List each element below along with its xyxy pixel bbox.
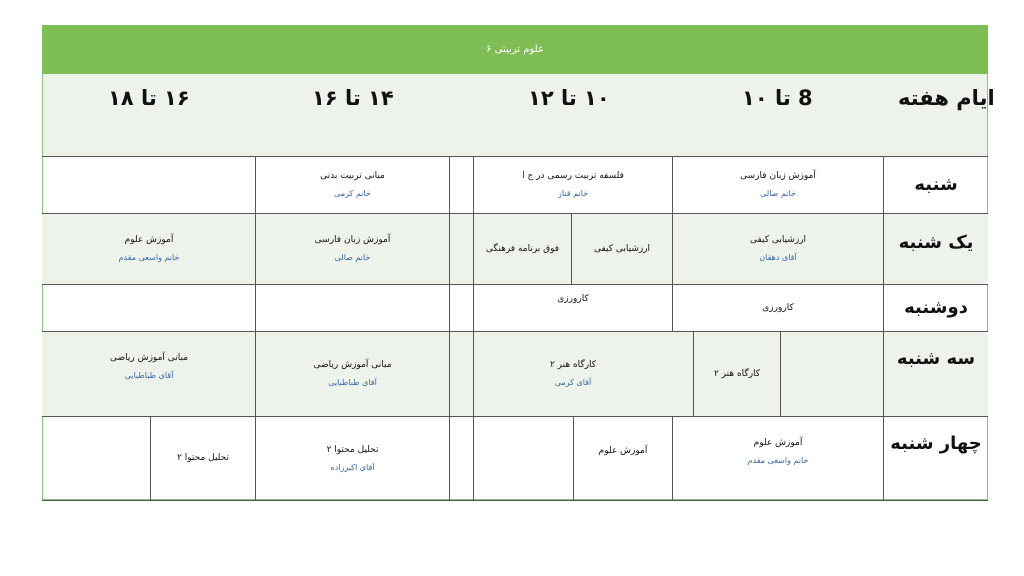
header-slot-8-10: 8 تا ۱۰ — [742, 86, 813, 110]
header-slot-16-18: ۱۶ تا ۱۸ — [108, 86, 190, 110]
class-cell — [43, 331, 255, 401]
teacher-name: خانم واسعی مقدم — [118, 253, 180, 262]
class-cell — [256, 156, 449, 213]
course-name: ارزشیابی کیفی — [749, 235, 807, 245]
divider — [255, 284, 256, 331]
teacher-name: خانم صالی — [760, 189, 796, 198]
course-name: آموزش علوم — [753, 437, 803, 448]
table-bottom-border — [42, 500, 988, 501]
teacher-name: آقای کرمی — [554, 378, 592, 387]
course-name: کارگاه هنر ۲ — [549, 360, 597, 370]
class-cell — [673, 416, 883, 486]
course-name: مبانی تربیت بدنی — [320, 171, 385, 181]
divider — [473, 416, 474, 500]
table-title — [42, 25, 988, 74]
class-cell — [574, 416, 672, 486]
day-saturday: شنبه — [914, 174, 958, 195]
teacher-name: خانم کرمی — [334, 189, 371, 198]
class-cell — [694, 331, 780, 416]
class-cell — [474, 331, 672, 416]
teacher-name: آقای طباطبایی — [124, 370, 174, 380]
divider — [449, 331, 450, 416]
class-cell — [673, 156, 883, 213]
header-slot-14-16: ۱۴ تا ۱۶ — [312, 86, 394, 110]
class-cell — [673, 213, 883, 284]
divider — [449, 213, 450, 284]
teacher-name: خانم واسعی مقدم — [747, 455, 809, 465]
course-name: کارورزی — [762, 302, 794, 313]
day-monday: دوشنبه — [904, 297, 968, 318]
divider — [449, 284, 450, 331]
class-cell — [474, 284, 672, 314]
day-wednesday: چهار شنبه — [890, 432, 982, 454]
class-cell — [151, 416, 255, 500]
course-name: فوق برنامه فرهنگی — [485, 243, 560, 254]
divider — [780, 331, 781, 416]
class-cell — [43, 213, 255, 284]
header-slot-10-12: ۱۰ تا ۱۲ — [528, 86, 610, 110]
class-cell — [572, 213, 672, 284]
course-name: آموزش علوم — [124, 235, 174, 245]
header-days-label: ایام هفته — [898, 86, 995, 110]
class-cell — [474, 213, 571, 284]
course-name: کارگاه هنر ۲ — [713, 368, 761, 379]
course-name: تحلیل محتوا ۲ — [326, 444, 379, 455]
course-name: مبانی آموزش ریاضی — [313, 360, 392, 370]
course-name: آموزش زبان فارسی — [740, 171, 816, 181]
teacher-name: خانم قناز — [558, 189, 589, 198]
course-name: آموزش علوم — [598, 446, 648, 456]
course-name: آموزش زبان فارسی — [314, 235, 391, 245]
class-cell — [256, 416, 449, 500]
teacher-name: خانم صالی — [334, 253, 371, 262]
class-cell — [256, 331, 449, 416]
class-cell — [673, 284, 883, 331]
course-name: تحلیل محتوا ۲ — [177, 453, 229, 463]
divider — [449, 416, 450, 500]
class-cell — [474, 156, 672, 213]
course-name: ارزشیابی کیفی — [593, 243, 651, 254]
class-cell — [256, 213, 449, 284]
day-tuesday: سه شنبه — [896, 348, 976, 369]
teacher-name: آقای اکبرزاده — [330, 462, 375, 472]
course-name: فلسفه تربیت رسمی در ج ا — [522, 171, 624, 181]
table-title-text: علوم تربیتی ۶ — [486, 44, 544, 55]
teacher-name: آقای طباطبایی — [328, 378, 377, 387]
course-name: مبانی آموزش ریاضی — [109, 352, 189, 363]
course-name: کارورزی — [557, 294, 589, 304]
teacher-name: آقای دهقان — [759, 253, 797, 262]
divider — [449, 156, 450, 213]
day-sunday: یک شنبه — [898, 231, 974, 253]
